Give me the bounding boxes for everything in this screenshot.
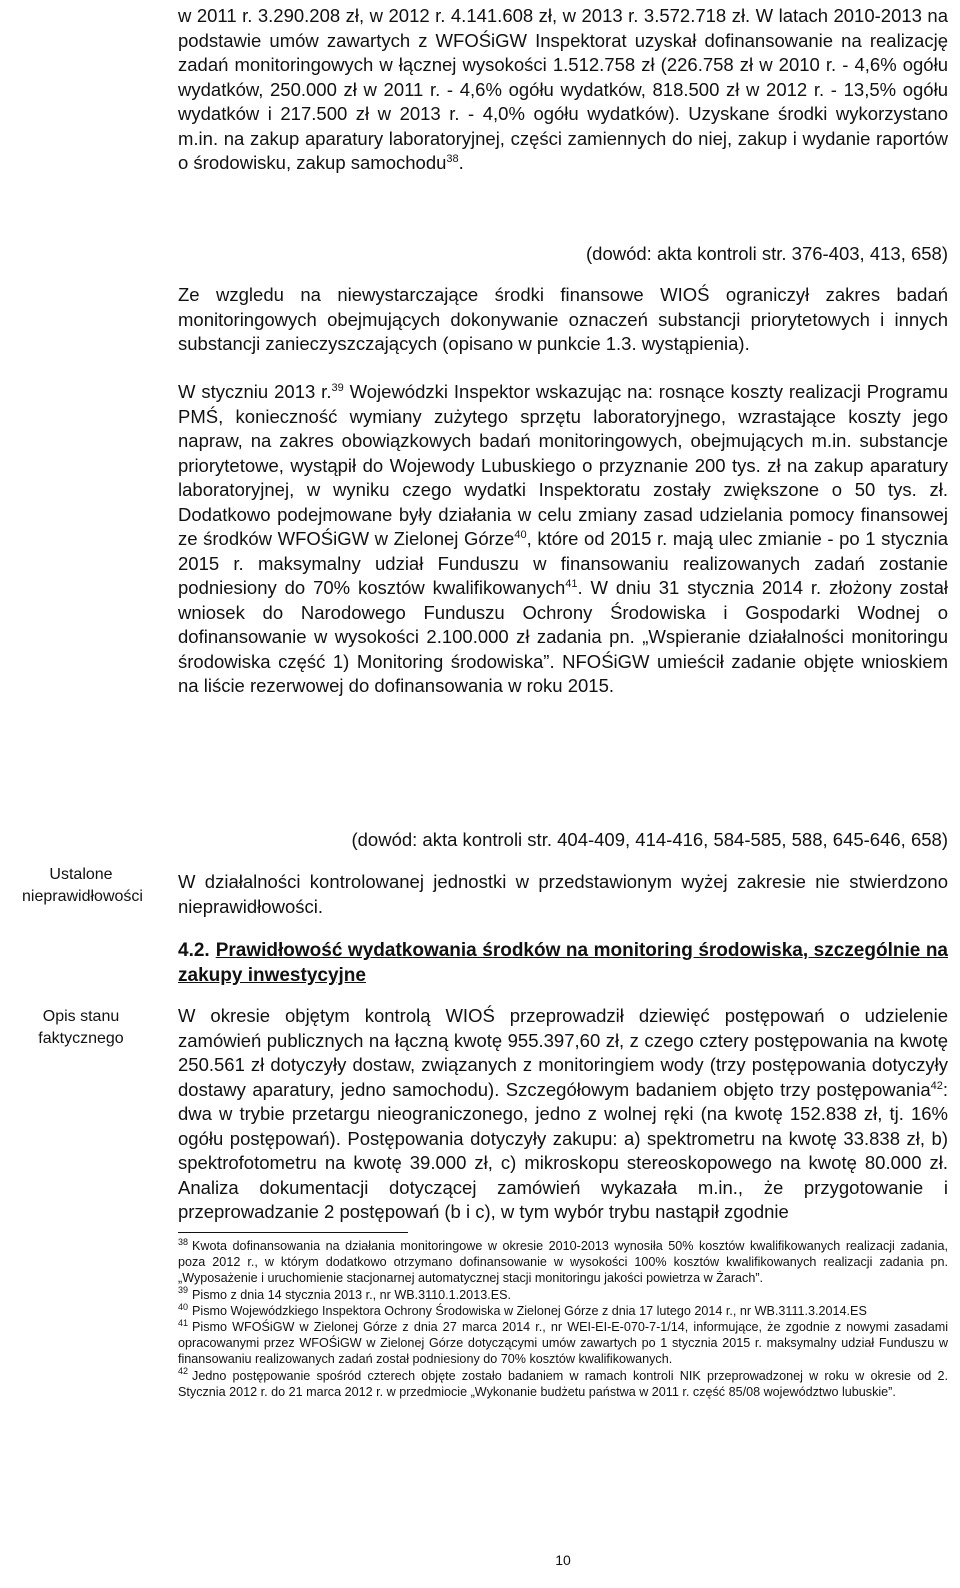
sidebar-label-irregularities: Ustalone nieprawidłowości <box>22 866 143 905</box>
footnote-42 <box>178 1368 948 1400</box>
footnote-number: 40 <box>178 1301 189 1312</box>
footnote-number: 41 <box>178 1317 189 1328</box>
paragraph-request-a: W styczniu 2013 r. <box>178 381 332 402</box>
footnote-40 <box>178 1303 948 1319</box>
footnote-text: Pismo Wojewódzkiego Inspektora Ochrony Środowiska w Zielonej Górze z dnia 17 lutego 2014 r., nr WB.3111.3.2014.ES <box>192 1303 867 1318</box>
footnote-text: Pismo WFOŚiGW w Zielonej Górze z dnia 27 marca 2014 r., nr WEI-EI-E-070-7-1/14, informujące, że zgodnie z nowymi zasadami opracowanymi przez WFOŚiGW w Zielonej Górze dotyczącymi umów zawartych po 1 stycznia 2015 r. maksymalny udział Funduszu w finansowaniu realizowanych zadań został podniesiony do 70% kosztów kwalifikowanych. <box>178 1320 948 1367</box>
paragraph-procurement <box>178 1004 948 1225</box>
footnote-41 <box>178 1319 948 1368</box>
page-number: 10 <box>555 1552 571 1568</box>
paragraph-procurement-b: : dwa w trybie przetargu nieograniczonego, jedno z wolnej ręki (na kwotę 152.838 zł, tj. 16% ogółu postępowań). Postępowania dotyczyły zakupu: a) spektrometru na kwotę 33.838 zł, b) spektrofotometru na kwotę 39.000 zł, c) mikroskopu stereoskopowego na kwotę 80.000 zł. Analiza dokumentacji dotyczącej zamówień wykazała m.in., że przygotowanie i przeprowadzanie 2 postępowań (b i c), w tym wybór trybu nastąpił zgodnie <box>178 1078 948 1222</box>
paragraph-procurement-a: W okresie objętym kontrolą WIOŚ przeprowadził dziewięć postępowań o udzielenie zamówień publicznych na łączną kwotę 955.397,60 zł, z czego cztery postępowania na kwotę 250.561 zł dotyczyły dostaw, związanych z monitoringiem wody (trzy postępowania dotyczyły dostawy aparatury, jedno samochodu). Szczegółowym badaniem objęto trzy postępowania <box>178 1005 948 1100</box>
footnote-text: Pismo z dnia 14 stycznia 2013 r., nr WB.3110.1.2013.ES. <box>192 1287 511 1302</box>
footnote-text: Kwota dofinansowania na działania monitoringowe w okresie 2010-2013 wynosiła 50% kosztów kwalifikowanych realizacji zadania, poza 2012 r., w którym dodatkowo otrzymano dofinansowanie w wysokości 100% kosztów kwalifikowanych realizacji zadania pn. „Wyposażenie i uruchomienie stacjonarnej automatycznej stacji monitoringu jakości powietrza w Żarach”. <box>178 1239 948 1286</box>
paragraph-request-b: Wojewódzki Inspektor wskazując na: rosnące koszty realizacji Programu PMŚ, konieczność wymiany zużytego sprzętu laboratoryjnego, wzrastające koszty jego napraw, na zakres obowiązkowych badań monitoringowych, obejmujących m.in. substancje priorytetowe, wystąpił do Wojewody Lubuskiego o przyznanie 200 tys. zł na zakup aparatury laboratoryjnej, w wyniku czego wydatki Inspektoratu zostały zwiększone o 50 tys. zł. Dodatkowo podejmowane były działania w celu zmiany zasad udzielania pomocy finansowej ze środków WFOŚiGW w Zielonej Górze <box>178 381 948 549</box>
footnote-38 <box>178 1238 948 1287</box>
section-title: Prawidłowość wydatkowania środków na monitoring środowiska, szczególnie na zakupy inwestycyjne <box>178 940 948 986</box>
footnote-39 <box>178 1287 948 1303</box>
footnote-text: Jedno postępowanie spośród czterech objęte zostało badaniem w ramach kontroli NIK przeprowadzonej w roku w okresie od 2. Stycznia 2012 r. do 21 marca 2012 r. w przedmiocie „Wykonanie budżetu państwa w 2011 r. część 85/08 województwo lubuskie”. <box>178 1368 948 1399</box>
footnote-number: 38 <box>178 1236 189 1247</box>
footnotes <box>178 1238 948 1400</box>
paragraph-funding-end: . <box>458 152 464 173</box>
footnote-ref-40[interactable]: 40 <box>514 528 527 541</box>
footnote-number: 42 <box>178 1366 189 1377</box>
paragraph-funding <box>178 4 948 176</box>
section-number: 4.2. <box>178 940 210 961</box>
footnote-ref-41[interactable]: 41 <box>565 577 578 590</box>
sidebar-label-facts: Opis stanu faktycznego <box>38 1008 124 1047</box>
evidence-note-1: (dowód: akta kontroli str. 376-403, 413, 658) <box>586 243 948 264</box>
paragraph-funding-text: w 2011 r. 3.290.208 zł, w 2012 r. 4.141.608 zł, w 2013 r. 3.572.718 zł. W latach 2010-2013 na podstawie umów zawartych z WFOŚiGW Inspektorat uzyskał dofinansowanie na realizację zadań monitoringowych w łącznej wysokości 1.512.758 zł (226.758 zł w 2010 r. - 4,6% ogółu wydatków, 250.000 zł w 2011 r. - 4,6% ogółu wydatków, 818.500 zł w 2012 r. - 13,5% ogółu wydatków i 217.500 zł w 2013 r. - 4,0% ogółu wydatków). Uzyskane środki wykorzystano m.in. na zakup aparatury laboratoryjnej, części zamiennych do niej, zakup i wydanie raportów o środowisku, zakup samochodu <box>178 5 948 173</box>
paragraph-limited-scope: Ze wzgledu na niewystarczające środki finansowe WIOŚ ograniczył zakres badań monitoringowych obejmujących dokonywanie oznaczeń substancji priorytetowych i innych substancji zanieczyszczających (opisano w punkcie 1.3. wystąpienia). <box>178 284 948 354</box>
paragraph-no-irregularities: W działalności kontrolowanej jednostki w przedstawionym wyżej zakresie nie stwierdzono nieprawidłowości. <box>178 871 948 917</box>
paragraph-request-c: , które od 2015 r. mają ulec zmianie - po 1 stycznia 2015 r. maksymalny udział Funduszu w finansowaniu realizowanych zadań zostanie podniesiony do 70% kosztów kwalifikowanych <box>178 528 948 598</box>
footnote-ref-38[interactable]: 38 <box>446 152 459 165</box>
footnote-number: 39 <box>178 1285 189 1296</box>
paragraph-request-d: . W dniu 31 stycznia 2014 r. złożony został wniosek do Narodowego Funduszu Ochrony Środowiska i Gospodarki Wodnej o dofinansowanie w wysokości 2.100.000 zł zadania pn. „Wspieranie działalności monitoringu środowiska część 1) Monitoring środowiska”. NFOŚiGW umieścił zadanie objęte wnioskiem na liście rezerwowej do dofinansowania w roku 2015. <box>178 577 948 696</box>
footnote-ref-39[interactable]: 39 <box>331 381 344 394</box>
footnote-divider <box>178 1232 408 1233</box>
section-heading <box>178 938 948 988</box>
footnote-ref-42[interactable]: 42 <box>930 1079 943 1092</box>
evidence-note-2: (dowód: akta kontroli str. 404-409, 414-416, 584-585, 588, 645-646, 658) <box>351 829 948 850</box>
paragraph-request-funding <box>178 380 948 699</box>
